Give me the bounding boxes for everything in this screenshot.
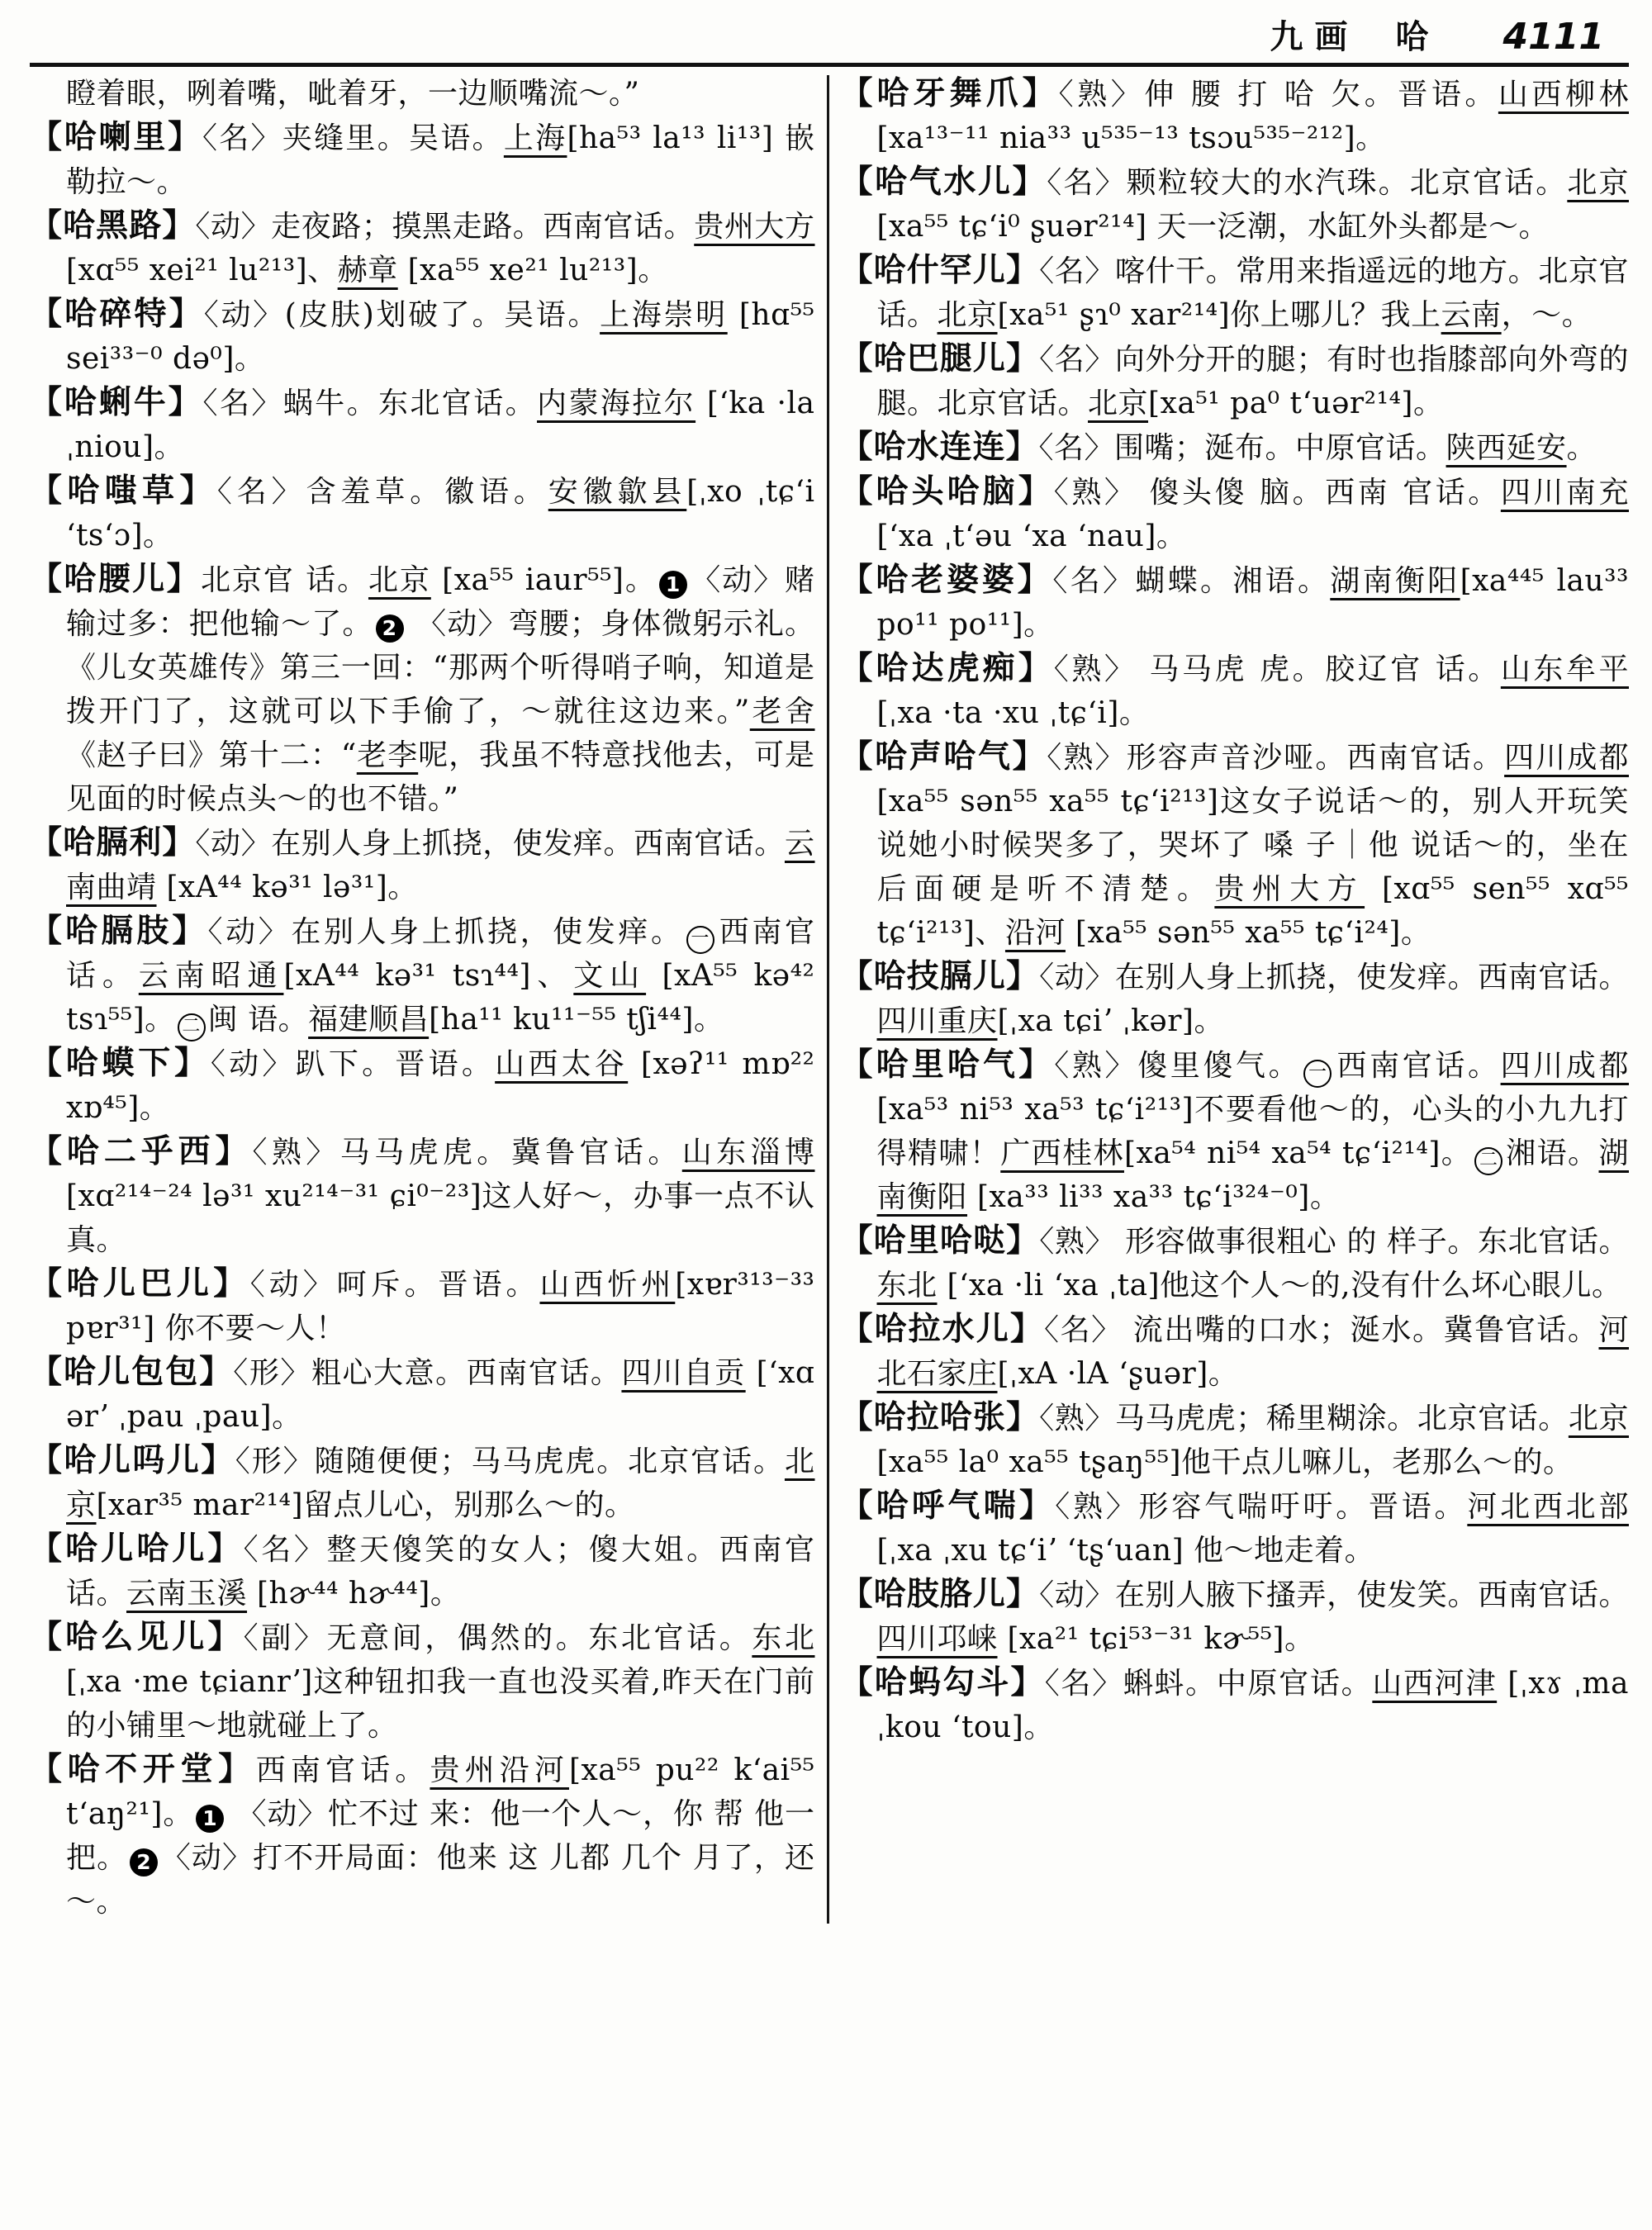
dictionary-entry: 【哈牙舞爪】〈熟〉伸 腰 打 哈 欠。晋语。山西柳林 [xa¹³⁻¹¹ nia³³ u⁵³⁵⁻¹³ tsɔu⁵³⁵⁻²¹²]。 bbox=[840, 74, 1629, 155]
proper-name-underlined: 湖南衡阳 bbox=[1330, 564, 1460, 598]
entry-headword: 【哈膈肢】 bbox=[30, 912, 208, 950]
entry-headword: 【哈喇里】 bbox=[30, 118, 202, 156]
subsense-number-badge: 一 bbox=[686, 926, 714, 954]
dictionary-entry: 【哈腰儿】北京官 话。北京 [xa⁵⁵ iaur⁵⁵]。 1 〈动〉赌输过多：把他输～了。 2 〈动〉弯腰；身体微躬示礼。《儿女英雄传》第三一回：“那两个听得哨子响，知道是拨开门了，这就可以下手偷了，～就往这边来。”老舍《赵子曰》第十二：“老李呢，我虽不特意找他去，可是见面的时候点头～的也不错。” bbox=[30, 560, 815, 816]
entry-headword: 【哈碎特】 bbox=[30, 295, 204, 333]
proper-name-underlined: 贵州大方 bbox=[694, 210, 815, 244]
dictionary-entry: 【哈碎特】〈动〉(皮肤)划破了。吴语。上海崇明 [hɑ⁵⁵ sei³³⁻⁰ də⁰]。 bbox=[30, 295, 815, 376]
proper-name-underlined: 沿河 bbox=[1004, 916, 1066, 950]
entry-headword: 【哈蟆下】 bbox=[30, 1044, 211, 1082]
proper-name-underlined: 上海 bbox=[503, 121, 567, 155]
dictionary-entry: 【哈二乎西】〈熟〉马马虎虎。冀鲁官话。山东淄博[xɑ²¹⁴⁻²⁴ lə³¹ xu²¹⁴⁻³¹ ɕi⁰⁻²³]这人好～，办事一点不认真。 bbox=[30, 1132, 815, 1257]
proper-name-underlined: 四川南充 bbox=[1500, 476, 1629, 510]
dictionary-entry: 【哈巴腿儿】〈名〉向外分开的腿；有时也指膝部向外弯的腿。北京官话。北京[xa⁵¹ pa⁰ tʻuər²¹⁴]。 bbox=[840, 339, 1629, 420]
proper-name-underlined: 老李 bbox=[356, 738, 419, 772]
proper-name-underlined: 广西桂林 bbox=[1000, 1136, 1124, 1170]
dictionary-entry: 【哈肢胳儿】〈动〉在别人腋下搔弄，使发笑。西南官话。四川邛崃 [xa²¹ tɕi⁵³⁻³¹ kɚ⁵⁵]。 bbox=[840, 1575, 1629, 1656]
entry-headword: 【哈腰儿】 bbox=[30, 560, 202, 598]
dictionary-entry: 【哈气水儿】〈名〉颗粒较大的水汽珠。北京官话。北京 [xa⁵⁵ tɕʻi⁰ ʂuər²¹⁴] 天一泛潮，水缸外头都是～。 bbox=[840, 163, 1629, 244]
proper-name-underlined: 安徽歙县 bbox=[548, 475, 687, 509]
entry-headword: 【哈黑路】 bbox=[30, 206, 196, 244]
proper-name-underlined: 赫章 bbox=[337, 254, 398, 287]
entry-headword: 【哈呼气喘】 bbox=[840, 1487, 1056, 1525]
dictionary-entry: 【哈里哈哒】〈熟〉 形容做事很粗心 的 样子。东北官话。东北 [ʻxa ·li ʻxa ˌta]他这个人～的,没有什么坏心眼儿。 bbox=[840, 1222, 1629, 1302]
proper-name-underlined: 内蒙海拉尔 bbox=[537, 387, 696, 420]
proper-name-underlined: 北京 bbox=[1568, 1402, 1629, 1435]
dictionary-entry: 【哈喇里】〈名〉夹缝里。吴语。上海[ha⁵³ la¹³ li¹³] 嵌勒拉～。 bbox=[30, 118, 815, 199]
dictionary-entry: 【哈拉哈张】〈熟〉马马虎虎；稀里糊涂。北京官话。北京 [xa⁵⁵ la⁰ xa⁵⁵ tʂaŋ⁵⁵]他干点儿嘛儿，老那么～的。 bbox=[840, 1398, 1629, 1479]
proper-name-underlined: 山西柳林 bbox=[1498, 78, 1629, 112]
dictionary-entry: 【哈嗤草】〈名〉含羞草。徽语。安徽歙县[ˌxo ˌtɕʻi ʻtsʻɔ]。 bbox=[30, 472, 815, 553]
proper-name-underlined: 老舍 bbox=[749, 695, 815, 728]
entry-headword: 【哈拉哈张】 bbox=[840, 1398, 1040, 1436]
entry-headword: 【哈儿巴儿】 bbox=[30, 1264, 250, 1302]
proper-name-underlined: 山西河津 bbox=[1372, 1667, 1498, 1701]
proper-name-underlined: 云南 bbox=[1441, 298, 1502, 332]
subsense-number-badge: 二 bbox=[178, 1013, 206, 1041]
proper-name-underlined: 北京 bbox=[66, 1445, 815, 1522]
entry-headword: 【哈水连连】 bbox=[840, 428, 1039, 466]
entry-headword: 【哈拉水儿】 bbox=[840, 1310, 1044, 1348]
dictionary-entry: 【哈儿包包】〈形〉粗心大意。西南官话。四川自贡 [ʻxɑ ərʼ ˌpau ˌpau]。 bbox=[30, 1353, 815, 1434]
proper-name-underlined: 文山 bbox=[573, 959, 647, 993]
proper-name-underlined: 四川邛崃 bbox=[876, 1622, 998, 1656]
column-divider bbox=[827, 75, 829, 1924]
dictionary-entry: 【哈么见儿】〈副〉无意间，偶然的。东北官话。东北 [ˌxa ·me tɕianrʼ]这种钮扣我一直也没买着,昨天在门前的小铺里～地就碰上了。 bbox=[30, 1618, 815, 1743]
dictionary-entry: 【哈蟆下】〈动〉趴下。晋语。山西太谷 [xəʔ¹¹ mɒ²² xɒ⁴⁵]。 bbox=[30, 1044, 815, 1125]
entry-headword: 【哈二乎西】 bbox=[30, 1132, 253, 1170]
entry-headword: 【哈里哈哒】 bbox=[840, 1222, 1040, 1260]
entry-headword: 【哈嗤草】 bbox=[30, 472, 217, 510]
entry-headword: 【哈里哈气】 bbox=[840, 1046, 1055, 1084]
entry-headword: 【哈膈利】 bbox=[30, 823, 196, 861]
proper-name-underlined: 湖南衡阳 bbox=[876, 1136, 1629, 1214]
two-column-body bbox=[30, 72, 1629, 1924]
entry-headword: 【哈儿吗儿】 bbox=[30, 1441, 235, 1479]
dictionary-entry: 【哈达虎痴】〈熟〉 马马虎 虎。胶辽官 话。山东牟平 [ˌxa ·ta ·xu ˌtɕʻi]。 bbox=[840, 649, 1629, 730]
entry-headword: 【哈蚂勾斗】 bbox=[840, 1663, 1045, 1701]
proper-name-underlined: 山西太谷 bbox=[495, 1047, 629, 1081]
proper-name-underlined: 四川自贡 bbox=[621, 1356, 746, 1390]
dictionary-entry: 【哈老婆婆】〈名〉蝴蝶。湘语。湖南衡阳[xa⁴⁴⁵ lau³³ po¹¹ po¹¹]。 bbox=[840, 561, 1629, 642]
dictionary-entry: 【哈蚂勾斗】〈名〉蝌蚪。中原官话。山西河津 [ˌxɤ ˌma ˌkou ʻtou]。 bbox=[840, 1663, 1629, 1744]
entry-headword: 【哈老婆婆】 bbox=[840, 561, 1053, 599]
proper-name-underlined: 四川重庆 bbox=[876, 1004, 998, 1038]
dictionary-entry: 【哈技膈儿】〈动〉在别人身上抓挠，使发痒。西南官话。四川重庆[ˌxa tɕiʼ ˌkər]。 bbox=[840, 957, 1629, 1038]
dictionary-entry: 【哈里哈气】〈熟〉傻里傻气。 一 西南官话。四川成都[xa⁵³ ni⁵³ xa⁵³ tɕʻi²¹³]不要看他～的，心头的小九九打得精啸！广西桂林[xa⁵⁴ ni⁵⁴ xa⁵⁴ tɕʻi²¹⁴]。 二 湘语。湖南衡阳 [xa³³ li³³ xa³³ tɕʻi³²⁴⁻⁰]。 bbox=[840, 1046, 1629, 1214]
dictionary-entry: 【哈膈利】〈动〉在别人身上抓挠，使发痒。西南官话。云南曲靖 [xA⁴⁴ kə³¹ lə³¹]。 bbox=[30, 823, 815, 904]
dictionary-entry: 【哈膈肢】〈动〉在别人身上抓挠，使发痒。 一 西南官话。云南昭通[xA⁴⁴ kə³¹ tsɿ⁴⁴]、文山 [xA⁵⁵ kə⁴² tsɿ⁵⁵]。 二 闽 语。福建顺昌[ha¹¹ ku¹¹⁻⁵⁵ tʃi⁴⁴]。 bbox=[30, 909, 815, 1041]
proper-name-underlined: 山东淄博 bbox=[681, 1136, 815, 1170]
proper-name-underlined: 东北 bbox=[876, 1269, 938, 1302]
entry-headword: 【哈不开堂】 bbox=[30, 1750, 256, 1788]
dictionary-entry: 【哈声哈气】〈熟〉形容声音沙哑。西南官话。四川成都[xa⁵⁵ sən⁵⁵ xa⁵⁵ tɕʻi²¹³]这女子说话～的，别人开玩笑说她小时候哭多了，哭坏了 嗓 子｜他 说话～的，坐在后面硬是听不清楚。贵州大方 [xɑ⁵⁵ sen⁵⁵ xɑ⁵⁵ tɕʻi²¹³]、沿河 [xa⁵⁵ sən⁵⁵ xa⁵⁵ tɕʻi²⁴]。 bbox=[840, 738, 1629, 950]
entry-headword: 【哈儿哈儿】 bbox=[30, 1530, 244, 1568]
proper-name-underlined: 北京 bbox=[937, 298, 998, 332]
dictionary-entry: 瞪着眼，咧着嘴，呲着牙，一边顺嘴流～。” bbox=[66, 77, 640, 111]
proper-name-underlined: 陕西延安 bbox=[1446, 431, 1567, 465]
entry-headword: 【哈气水儿】 bbox=[840, 163, 1047, 201]
proper-name-underlined: 山西忻州 bbox=[539, 1268, 676, 1302]
proper-name-underlined: 北京 bbox=[1567, 166, 1629, 200]
entry-headword: 【哈达虎痴】 bbox=[840, 649, 1054, 687]
proper-name-underlined: 贵州沿河 bbox=[430, 1753, 569, 1787]
entry-headword: 【哈技膈儿】 bbox=[840, 957, 1040, 995]
dictionary-entry: 【哈不开堂】西南官话。贵州沿河[xa⁵⁵ pu²² kʻai⁵⁵ tʻaŋ²¹]。 1 〈动〉忙不过 来：他一个人～，你 帮 他一把。 2 〈动〉打不开局面：他来 这 儿都 几个 月了，还～。 bbox=[30, 1750, 815, 1919]
stroke-section-label: 九画 bbox=[1270, 17, 1360, 56]
dictionary-entry: 【哈拉水儿】〈名〉 流出嘴的口水；涎水。冀鲁官话。河北石家庄[ˌxA ·lA ʻʂuər]。 bbox=[840, 1310, 1629, 1391]
proper-name-underlined: 上海崇明 bbox=[600, 298, 728, 332]
dictionary-entry: 【哈什罕儿】〈名〉喀什干。常用来指遥远的地方。北京官话。北京[xa⁵¹ ʂɿ⁰ xar²¹⁴]你上哪儿？我上云南，～。 bbox=[840, 251, 1629, 332]
proper-name-underlined: 四川成都 bbox=[1504, 741, 1629, 775]
left-column bbox=[30, 72, 815, 1924]
right-column bbox=[841, 72, 1630, 1924]
sense-number-badge: 1 bbox=[659, 571, 687, 599]
entry-headword: 【哈巴腿儿】 bbox=[840, 339, 1040, 377]
page-header bbox=[30, 7, 1629, 67]
sense-number-badge: 2 bbox=[130, 1848, 158, 1877]
proper-name-underlined: 贵州大方 bbox=[1214, 872, 1365, 906]
proper-name-underlined: 河北石家庄 bbox=[876, 1313, 1629, 1391]
proper-name-underlined: 云南昭通 bbox=[138, 959, 284, 993]
sense-number-badge: 1 bbox=[196, 1805, 224, 1833]
proper-name-underlined: 东北 bbox=[752, 1621, 815, 1655]
subsense-number-badge: 一 bbox=[1303, 1060, 1332, 1088]
dictionary-entry: 【哈蜊牛】〈名〉蜗牛。东北官话。内蒙海拉尔 [ʻka ·la ˌniou]。 bbox=[30, 383, 815, 464]
sense-number-badge: 2 bbox=[376, 614, 404, 643]
dictionary-entry: 【哈水连连】〈名〉围嘴；涎布。中原官话。陕西延安。 bbox=[840, 428, 1597, 466]
entry-headword: 【哈头哈脑】 bbox=[840, 472, 1054, 510]
proper-name-underlined: 北京 bbox=[368, 563, 431, 597]
subsense-number-badge: 二 bbox=[1474, 1147, 1502, 1175]
dictionary-entry: 【哈儿哈儿】〈名〉整天傻笑的女人；傻大姐。西南官话。云南玉溪 [hɚ⁴⁴ hɚ⁴⁴]。 bbox=[30, 1530, 815, 1611]
dictionary-entry: 【哈儿吗儿】〈形〉随随便便；马马虎虎。北京官话。北京[xar³⁵ mar²¹⁴]留点儿心，别那么～的。 bbox=[30, 1441, 815, 1522]
dictionary-entry: 【哈头哈脑】〈熟〉 傻头傻 脑。西南 官话。四川南充 [ʻxa ˌtʻəu ʻxa ʻnau]。 bbox=[840, 472, 1629, 553]
proper-name-underlined: 山东牟平 bbox=[1500, 652, 1629, 686]
entry-headword: 【哈什罕儿】 bbox=[840, 251, 1040, 289]
proper-name-underlined: 云南曲靖 bbox=[66, 827, 815, 904]
entry-headword: 【哈肢胳儿】 bbox=[840, 1575, 1040, 1613]
proper-name-underlined: 四川成都 bbox=[1500, 1049, 1629, 1083]
entry-headword: 【哈牙舞爪】 bbox=[840, 74, 1059, 112]
proper-name-underlined: 云南玉溪 bbox=[126, 1577, 248, 1611]
proper-name-underlined: 北京 bbox=[1088, 387, 1149, 420]
head-character-label: 哈 bbox=[1395, 17, 1429, 56]
dictionary-entry: 【哈黑路】〈动〉走夜路；摸黑走路。西南官话。贵州大方[xɑ⁵⁵ xei²¹ lu²¹³]、赫章 [xa⁵⁵ xe²¹ lu²¹³]。 bbox=[30, 206, 815, 287]
proper-name-underlined: 福建顺昌 bbox=[308, 1003, 430, 1037]
page-number: 4111 bbox=[1502, 16, 1604, 58]
entry-headword: 【哈声哈气】 bbox=[840, 738, 1047, 776]
dictionary-entry: 【哈儿巴儿】〈动〉呵斥。晋语。山西忻州[xɐr³¹³⁻³³ pɐr³¹] 你不要～人！ bbox=[30, 1264, 815, 1345]
dictionary-entry: 【哈呼气喘】〈熟〉形容气喘吁吁。晋语。河北西北部 [ˌxa ˌxu tɕʻiʼ ʻtʂʻuan] 他～地走着。 bbox=[840, 1487, 1629, 1568]
entry-headword: 【哈儿包包】 bbox=[30, 1353, 234, 1391]
entry-headword: 【哈蜊牛】 bbox=[30, 383, 203, 421]
proper-name-underlined: 河北西北部 bbox=[1467, 1490, 1629, 1524]
entry-headword: 【哈么见儿】 bbox=[30, 1618, 244, 1656]
